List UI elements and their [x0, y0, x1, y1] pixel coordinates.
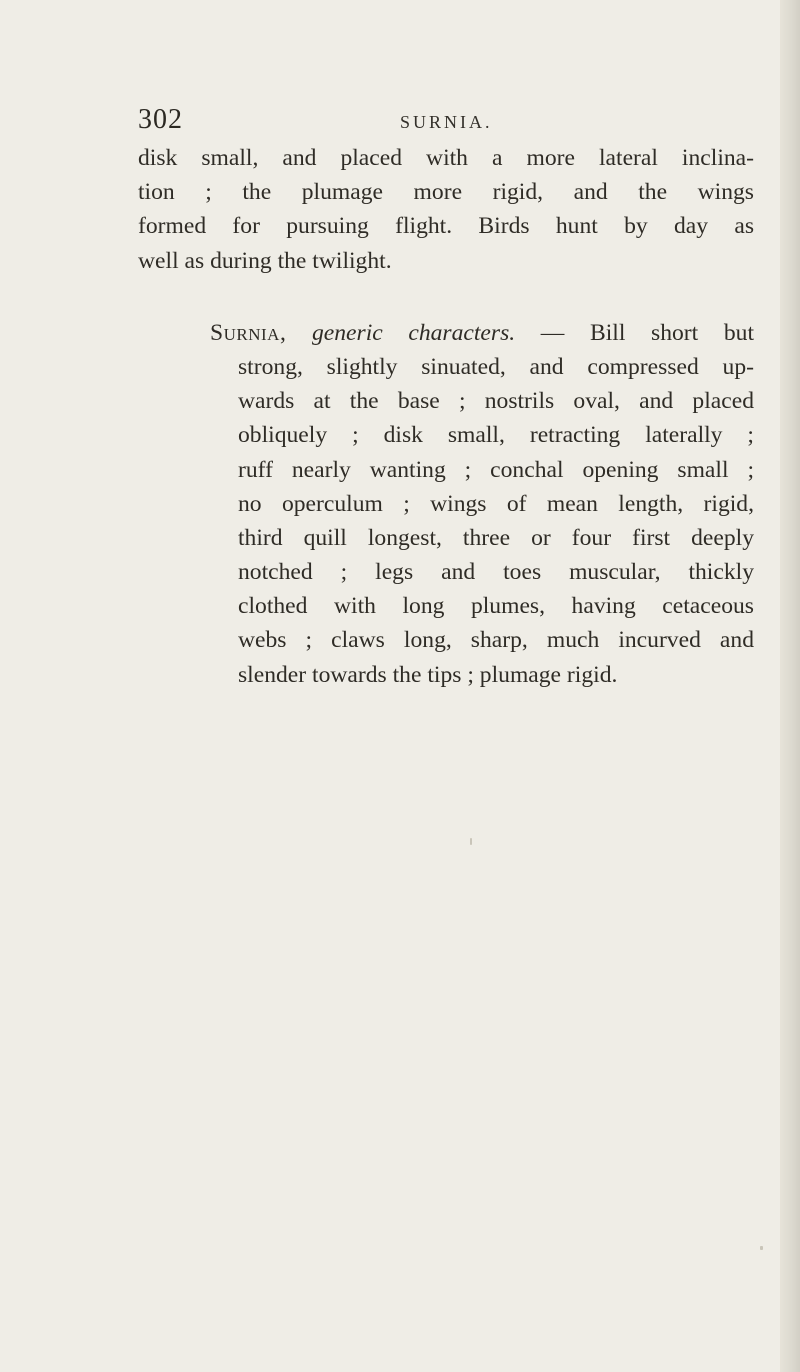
paragraph-gap [138, 278, 754, 316]
text-line: clothed with long plumes, having cetaceous [238, 593, 754, 620]
text-line: strong, slightly sinuated, and compressed up- [238, 353, 754, 380]
text-line: no operculum ; wings of mean length, rigid, [238, 490, 754, 517]
text-line: formed for pursuing flight. Birds hunt by day as [138, 213, 754, 240]
genus-name: Surnia, [210, 319, 287, 346]
page-header [138, 104, 758, 144]
paper-speck [760, 1246, 763, 1250]
body-text [138, 141, 754, 692]
text-line: well as during the twilight. [138, 247, 392, 274]
running-head: SURNIA. [400, 112, 493, 132]
page-number: 302 [138, 104, 183, 135]
paper-speck [470, 838, 472, 845]
text-line: tion ; the plumage more rigid, and the wings [138, 179, 754, 206]
text-line: webs ; claws long, sharp, much incurved and [238, 627, 754, 654]
text-line: notched ; legs and toes muscular, thickly [238, 559, 754, 586]
page-edge [780, 0, 800, 1372]
text-line: slender towards the tips ; plumage rigid. [238, 661, 618, 688]
text-line: wards at the base ; nostrils oval, and placed [238, 388, 754, 415]
paragraph-1 [138, 141, 754, 278]
text-line: disk small, and placed with a more lateral inclina- [138, 145, 754, 171]
paragraph-2 [138, 316, 754, 692]
text-line: obliquely ; disk small, retracting laterally ; [238, 422, 754, 449]
text-line: third quill longest, three or four first deeply [238, 524, 754, 551]
text-line: ruff nearly wanting ; conchal opening small ; [238, 456, 754, 483]
italic-heading: generic characters. [311, 319, 516, 346]
heading-line-rest: — Bill short but [515, 319, 754, 346]
text-line-heading [138, 316, 754, 350]
